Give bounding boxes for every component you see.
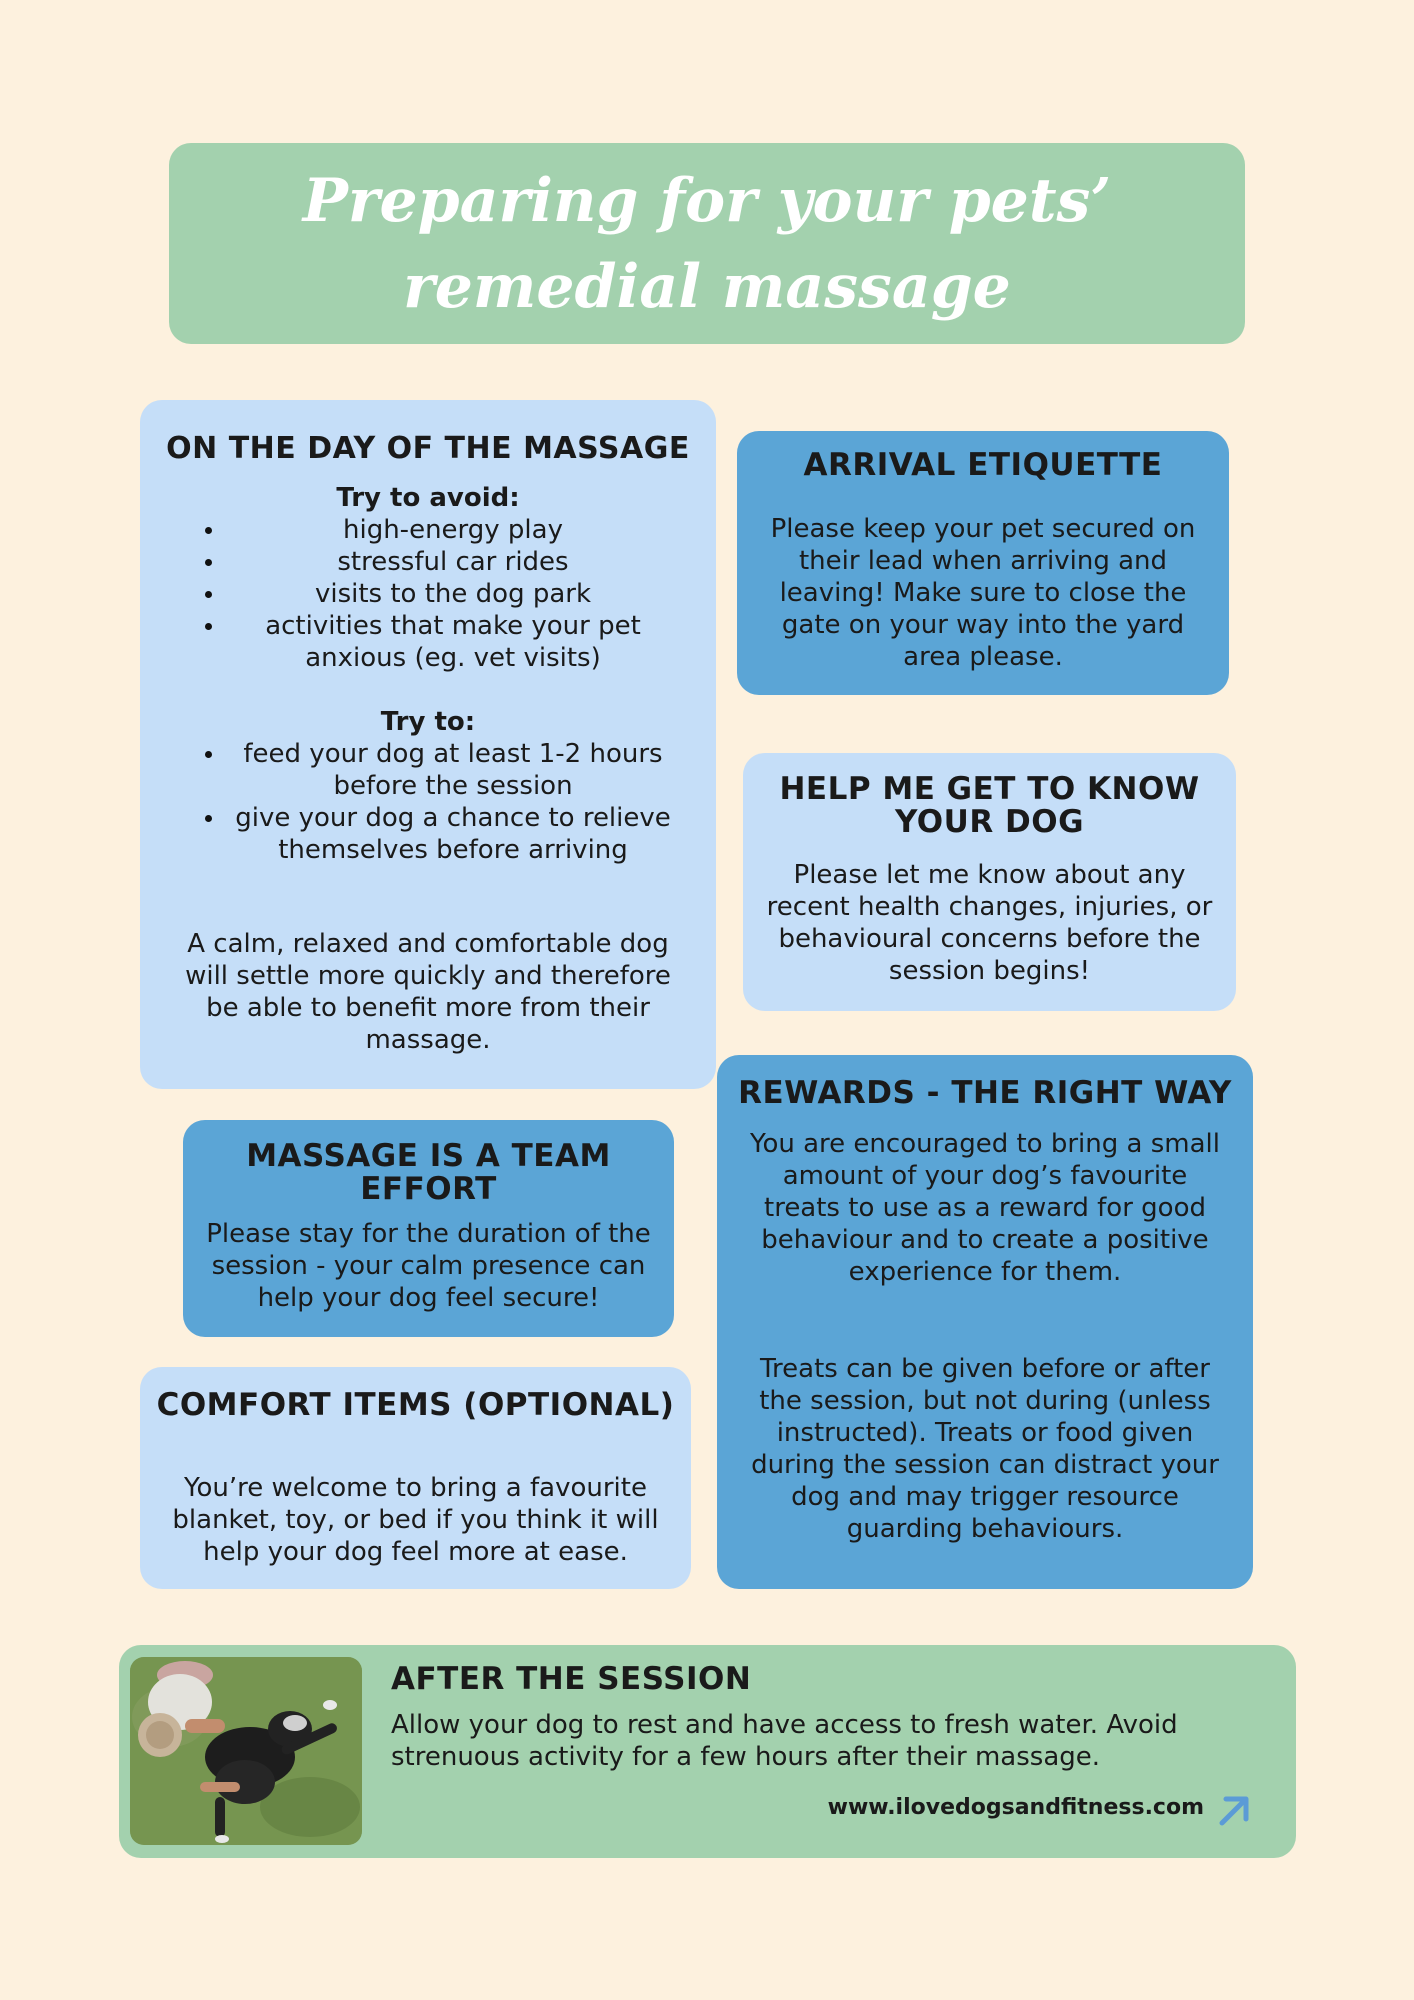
avoid-list [140,514,716,674]
after-body: Allow your dog to rest and have access to fresh water. Avoid strenuous activity for a few hours after their massage. [391,1710,1178,1772]
team-heading: MASSAGE IS A TEAM EFFORT [246,1138,611,1207]
list-item: feed your dog at least 1-2 hours before the session [140,738,716,802]
comfort-body: You’re welcome to bring a favourite blanket, toy, or bed if you think it will help your dog feel more at ease. [172,1473,659,1567]
list-item: high-energy play [140,514,716,546]
try-label: Try to: [380,707,476,737]
rewards-heading: REWARDS - THE RIGHT WAY [738,1075,1232,1111]
calm-dog-note: A calm, relaxed and comfortable dog will settle more quickly and therefore be able to benefit more from their massage. [185,929,671,1055]
team-body: Please stay for the duration of the session - your calm presence can help your dog feel secure! [206,1219,651,1313]
after-session-card [119,1645,1296,1858]
after-heading: AFTER THE SESSION [391,1661,752,1697]
arrow-up-right-icon[interactable] [1217,1793,1251,1827]
try-list [140,738,716,866]
get-to-know-card [743,753,1236,1011]
arrival-etiquette-card [737,431,1229,695]
list-item: give your dog a chance to relieve themselves before arriving [140,802,716,866]
rewards-body-1: You are encouraged to bring a small amount of your dog’s favourite treats to use as a reward for good behaviour and to create a positive experience for them. [750,1129,1220,1287]
comfort-heading: COMFORT ITEMS (OPTIONAL) [156,1387,675,1423]
list-item: activities that make your pet anxious (eg. vet visits) [140,610,716,674]
list-item: visits to the dog park [140,578,716,610]
website-link[interactable]: www.ilovedogsandfitness.com [827,1795,1204,1820]
arrival-heading: ARRIVAL ETIQUETTE [803,447,1163,483]
page-title: Preparing for your pets’ remedial massage [302,165,1112,322]
rewards-body-2: Treats can be given before or after the session, but not during (unless instructed). Treats or food given during the session can distract your dog and may trigger resource guarding behaviours. [751,1354,1219,1544]
day-heading: ON THE DAY OF THE MASSAGE [166,431,690,466]
rewards-card [717,1055,1253,1589]
help-body: Please let me know about any recent health changes, injuries, or behavioural concerns before the session begins! [766,860,1213,986]
avoid-label: Try to avoid: [336,483,520,513]
list-item: stressful car rides [140,546,716,578]
dog-and-owner-photo [130,1657,362,1845]
arrival-body: Please keep your pet secured on their lead when arriving and leaving! Make sure to close the gate on your way into the yard area please. [770,514,1196,672]
team-effort-card [183,1120,674,1337]
comfort-items-card [140,1367,691,1589]
title-banner [169,143,1245,344]
day-of-massage-card [140,400,716,1089]
help-heading: HELP ME GET TO KNOW YOUR DOG [779,771,1200,840]
